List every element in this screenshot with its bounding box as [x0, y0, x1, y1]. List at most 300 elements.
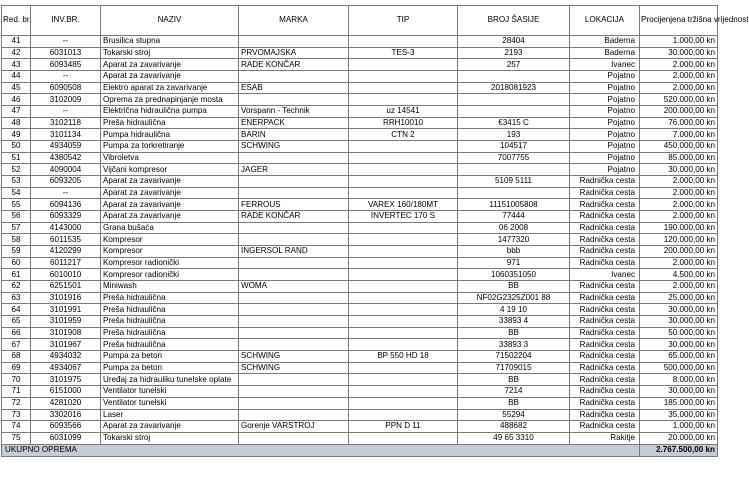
cell-inv: 4143000 [31, 222, 101, 234]
cell-tip [349, 94, 458, 106]
cell-tip: PPN D 11 [349, 421, 458, 433]
cell-inv: 4120299 [31, 246, 101, 258]
cell-rb: 48 [2, 117, 31, 129]
cell-inv: -- [31, 106, 101, 118]
cell-naziv: Laser [101, 409, 239, 421]
cell-value: 30.000,00 kn [640, 304, 718, 316]
cell-tip [349, 316, 458, 328]
cell-value: 35.000,00 kn [640, 409, 718, 421]
cell-rb: 45 [2, 82, 31, 94]
cell-lokacija: Radnička cesta [570, 316, 640, 328]
cell-lokacija: Radnička cesta [570, 246, 640, 258]
table-row [2, 59, 718, 71]
cell-broj-sasije: 7007755 [458, 152, 570, 164]
cell-inv: 3101967 [31, 339, 101, 351]
header-tip: TIP [349, 6, 458, 36]
table-row [2, 222, 718, 234]
cell-tip [349, 141, 458, 153]
cell-marka: FERROUS [239, 199, 349, 211]
table-row [2, 386, 718, 398]
cell-marka: Gorenje VARSTROJ [239, 421, 349, 433]
cell-lokacija: Pojatno [570, 152, 640, 164]
cell-lokacija: Radnička cesta [570, 374, 640, 386]
cell-broj-sasije: 77444 [458, 211, 570, 223]
cell-rb: 62 [2, 281, 31, 293]
cell-naziv: Oprema za prednapinjanje mosta [101, 94, 239, 106]
cell-tip [349, 397, 458, 409]
cell-value: 65.000,00 kn [640, 351, 718, 363]
cell-value: 30.000,00 kn [640, 386, 718, 398]
table-row [2, 152, 718, 164]
cell-marka [239, 257, 349, 269]
cell-lokacija: Baderna [570, 36, 640, 48]
table-row [2, 351, 718, 363]
cell-lokacija: Radnička cesta [570, 386, 640, 398]
cell-rb: 71 [2, 386, 31, 398]
cell-naziv: Brusilica stupna [101, 36, 239, 48]
cell-inv: 6151000 [31, 386, 101, 398]
cell-rb: 69 [2, 362, 31, 374]
table-row [2, 71, 718, 83]
cell-rb: 51 [2, 152, 31, 164]
table-row [2, 374, 718, 386]
cell-broj-sasije: 33893 4 [458, 316, 570, 328]
cell-rb: 55 [2, 199, 31, 211]
cell-lokacija: Radnička cesta [570, 421, 640, 433]
cell-tip [349, 59, 458, 71]
cell-marka: JAGER [239, 164, 349, 176]
cell-naziv: Električna hidraulična pumpa [101, 106, 239, 118]
table-row [2, 94, 718, 106]
cell-tip [349, 36, 458, 48]
cell-broj-sasije: 7214 [458, 386, 570, 398]
cell-marka: RADE KONČAR [239, 59, 349, 71]
cell-marka [239, 409, 349, 421]
cell-marka: SCHWING [239, 351, 349, 363]
cell-lokacija: Radnička cesta [570, 397, 640, 409]
cell-rb: 53 [2, 176, 31, 188]
cell-tip [349, 152, 458, 164]
cell-lokacija: Radnička cesta [570, 339, 640, 351]
cell-lokacija: Pojatno [570, 71, 640, 83]
cell-inv: 3101959 [31, 316, 101, 328]
cell-marka [239, 397, 349, 409]
cell-lokacija: Radnička cesta [570, 222, 640, 234]
cell-marka: PRVOMAJSKA [239, 47, 349, 59]
cell-value: 8.000,00 kn [640, 374, 718, 386]
cell-tip [349, 187, 458, 199]
table-row [2, 397, 718, 409]
cell-tip: CTN 2 [349, 129, 458, 141]
cell-inv: 6031099 [31, 432, 101, 444]
cell-rb: 47 [2, 106, 31, 118]
cell-value: 2.000,00 kn [640, 82, 718, 94]
cell-inv: 6031013 [31, 47, 101, 59]
cell-broj-sasije [458, 106, 570, 118]
cell-broj-sasije: BB [458, 374, 570, 386]
cell-lokacija: Radnička cesta [570, 187, 640, 199]
table-row [2, 47, 718, 59]
table-row [2, 362, 718, 374]
table-row [2, 141, 718, 153]
cell-rb: 74 [2, 421, 31, 433]
total-label: UKUPNO OPREMA [2, 444, 640, 456]
cell-broj-sasije [458, 71, 570, 83]
cell-rb: 58 [2, 234, 31, 246]
cell-lokacija: Pojatno [570, 106, 640, 118]
cell-marka [239, 292, 349, 304]
cell-naziv: Preša hidraulična [101, 304, 239, 316]
cell-lokacija: Radnička cesta [570, 292, 640, 304]
table-row [2, 327, 718, 339]
cell-broj-sasije: BB [458, 281, 570, 293]
cell-naziv: Aparat za zavarivanje [101, 421, 239, 433]
cell-value: 76.000,00 kn [640, 117, 718, 129]
cell-marka [239, 374, 349, 386]
cell-naziv: Aparat za zavarivanje [101, 211, 239, 223]
cell-broj-sasije: BB [458, 327, 570, 339]
cell-broj-sasije: €3415 C [458, 117, 570, 129]
table-row [2, 304, 718, 316]
header-broj-sasije: BROJ ŠASIJE [458, 6, 570, 36]
cell-tip: uz 14541 [349, 106, 458, 118]
cell-marka: ENERPACK [239, 117, 349, 129]
cell-rb: 60 [2, 257, 31, 269]
cell-naziv: Aparat za zavarivanje [101, 199, 239, 211]
cell-broj-sasije: 71502204 [458, 351, 570, 363]
cell-value: 185.000,00 kn [640, 397, 718, 409]
cell-value: 2.000,00 kn [640, 59, 718, 71]
cell-value: 200.000,00 kn [640, 246, 718, 258]
cell-inv: 4380542 [31, 152, 101, 164]
cell-tip [349, 71, 458, 83]
cell-naziv: Grana bušaća [101, 222, 239, 234]
cell-broj-sasije: BB [458, 397, 570, 409]
cell-naziv: Preša hidraulična [101, 292, 239, 304]
cell-marka: Vorspann - Technik [239, 106, 349, 118]
header-lokacija: LOKACIJA [570, 6, 640, 36]
cell-value: 1.000,00 kn [640, 36, 718, 48]
cell-tip [349, 281, 458, 293]
cell-marka [239, 327, 349, 339]
cell-rb: 67 [2, 339, 31, 351]
cell-broj-sasije: 5109 5111 [458, 176, 570, 188]
cell-value: 190.000,00 kn [640, 222, 718, 234]
cell-inv: -- [31, 71, 101, 83]
cell-naziv: Aparat za zavarivanje [101, 59, 239, 71]
cell-lokacija: Pojatno [570, 94, 640, 106]
cell-naziv: Kompresor [101, 246, 239, 258]
cell-marka [239, 71, 349, 83]
total-value: 2.767.500,00 kn [640, 444, 718, 456]
cell-marka: SCHWING [239, 362, 349, 374]
cell-value: 2.000,00 kn [640, 199, 718, 211]
cell-lokacija: Radnička cesta [570, 362, 640, 374]
cell-tip [349, 257, 458, 269]
cell-marka [239, 304, 349, 316]
cell-lokacija: Pojatno [570, 117, 640, 129]
cell-naziv: Elektro aparat za zavarivanje [101, 82, 239, 94]
table-row [2, 257, 718, 269]
table-row [2, 316, 718, 328]
cell-naziv: Uređaj za hidrauliku tunelske oplate [101, 374, 239, 386]
cell-tip: INVERTEC 170 S [349, 211, 458, 223]
cell-rb: 68 [2, 351, 31, 363]
cell-tip [349, 176, 458, 188]
cell-naziv: Preša hidraulična [101, 316, 239, 328]
cell-marka [239, 94, 349, 106]
cell-naziv: Vijčani kompresor [101, 164, 239, 176]
cell-marka [239, 36, 349, 48]
cell-naziv: Pumpa za torkretiranje [101, 141, 239, 153]
cell-naziv: Ventilator tunelski [101, 386, 239, 398]
cell-rb: 52 [2, 164, 31, 176]
cell-broj-sasije: 1477320 [458, 234, 570, 246]
cell-lokacija: Radnička cesta [570, 351, 640, 363]
cell-marka [239, 386, 349, 398]
cell-tip: BP 550 HD 18 [349, 351, 458, 363]
cell-inv: 3101916 [31, 292, 101, 304]
cell-lokacija: Ivanec [570, 269, 640, 281]
cell-inv: 6093329 [31, 211, 101, 223]
cell-inv: 4934067 [31, 362, 101, 374]
cell-inv: 3101991 [31, 304, 101, 316]
cell-inv: 4934059 [31, 141, 101, 153]
cell-marka [239, 432, 349, 444]
cell-value: 2.000,00 kn [640, 257, 718, 269]
cell-naziv: Vibroletva [101, 152, 239, 164]
cell-inv: 3302016 [31, 409, 101, 421]
table-row [2, 36, 718, 48]
cell-naziv: Preša hidraulična [101, 339, 239, 351]
cell-tip [349, 362, 458, 374]
cell-value: 30.000,00 kn [640, 164, 718, 176]
cell-inv: 3101975 [31, 374, 101, 386]
cell-broj-sasije: 4 19 10 [458, 304, 570, 316]
cell-value: 450.000,00 kn [640, 141, 718, 153]
cell-tip [349, 234, 458, 246]
table-row [2, 129, 718, 141]
cell-lokacija: Pojatno [570, 164, 640, 176]
cell-broj-sasije: 193 [458, 129, 570, 141]
cell-broj-sasije: 71709015 [458, 362, 570, 374]
cell-lokacija: Radnička cesta [570, 257, 640, 269]
cell-inv: -- [31, 187, 101, 199]
cell-lokacija: Pojatno [570, 82, 640, 94]
cell-value: 2.000,00 kn [640, 281, 718, 293]
cell-lokacija: Radnička cesta [570, 199, 640, 211]
cell-lokacija: Radnička cesta [570, 409, 640, 421]
cell-broj-sasije: 33893 3 [458, 339, 570, 351]
cell-value: 30.000,00 kn [640, 316, 718, 328]
cell-lokacija: Baderna [570, 47, 640, 59]
table-row [2, 164, 718, 176]
cell-inv: 3102118 [31, 117, 101, 129]
cell-inv: 6011535 [31, 234, 101, 246]
cell-rb: 75 [2, 432, 31, 444]
cell-marka [239, 222, 349, 234]
cell-lokacija: Radnička cesta [570, 211, 640, 223]
cell-lokacija: Pojatno [570, 141, 640, 153]
cell-tip [349, 164, 458, 176]
cell-lokacija: Ivanec [570, 59, 640, 71]
cell-rb: 57 [2, 222, 31, 234]
cell-lokacija: Radnička cesta [570, 327, 640, 339]
cell-lokacija: Radnička cesta [570, 281, 640, 293]
cell-broj-sasije: 28404 [458, 36, 570, 48]
cell-broj-sasije: 257 [458, 59, 570, 71]
cell-naziv: Tokarski stroj [101, 47, 239, 59]
cell-rb: 59 [2, 246, 31, 258]
cell-lokacija: Rakitje [570, 432, 640, 444]
equipment-table [1, 5, 749, 457]
header-value: Procijenjena tržišna vrijednost [640, 6, 718, 36]
cell-rb: 63 [2, 292, 31, 304]
cell-inv: 4090004 [31, 164, 101, 176]
cell-inv: 6093205 [31, 176, 101, 188]
cell-value: 85.000,00 kn [640, 152, 718, 164]
cell-marka: INGERSOL RAND [239, 246, 349, 258]
cell-tip [349, 246, 458, 258]
cell-value: 25.000,00 kn [640, 292, 718, 304]
cell-marka [239, 339, 349, 351]
cell-naziv: Ventilator tunelski [101, 397, 239, 409]
cell-value: 7.000,00 kn [640, 129, 718, 141]
cell-lokacija: Pojatno [570, 129, 640, 141]
header-marka: MARKA [239, 6, 349, 36]
table-row [2, 339, 718, 351]
cell-value: 50.000,00 kn [640, 327, 718, 339]
table-row [2, 269, 718, 281]
cell-broj-sasije: NF02G2325Z001 88 [458, 292, 570, 304]
cell-inv: 6251501 [31, 281, 101, 293]
cell-naziv: Pumpa za beton [101, 351, 239, 363]
cell-rb: 43 [2, 59, 31, 71]
cell-inv: 6011217 [31, 257, 101, 269]
cell-naziv: Kompresor radionički [101, 269, 239, 281]
table-row [2, 82, 718, 94]
cell-value: 500.000,00 kn [640, 362, 718, 374]
cell-value: 2.000,00 kn [640, 176, 718, 188]
cell-naziv: Aparat za zavarivanje [101, 187, 239, 199]
cell-naziv: Miniwash [101, 281, 239, 293]
table-row [2, 421, 718, 433]
cell-lokacija: Radnička cesta [570, 234, 640, 246]
cell-rb: 54 [2, 187, 31, 199]
table-row [2, 187, 718, 199]
cell-lokacija: Radnička cesta [570, 304, 640, 316]
table-row [2, 246, 718, 258]
cell-marka [239, 176, 349, 188]
cell-tip [349, 432, 458, 444]
cell-tip: VAREX 160/180MT [349, 199, 458, 211]
cell-naziv: Kompresor radionički [101, 257, 239, 269]
cell-tip [349, 374, 458, 386]
cell-tip [349, 82, 458, 94]
cell-inv: 3101134 [31, 129, 101, 141]
cell-inv: 6093566 [31, 421, 101, 433]
cell-value: 4.500,00 kn [640, 269, 718, 281]
cell-naziv: Aparat za zavarivanje [101, 71, 239, 83]
cell-naziv: Pumpa hidraulična [101, 129, 239, 141]
total-row [2, 444, 718, 456]
cell-rb: 46 [2, 94, 31, 106]
cell-rb: 44 [2, 71, 31, 83]
cell-inv: 3101908 [31, 327, 101, 339]
cell-value: 200.000,00 kn [640, 106, 718, 118]
table-row [2, 281, 718, 293]
cell-marka [239, 269, 349, 281]
cell-rb: 49 [2, 129, 31, 141]
cell-broj-sasije: 06 2008 [458, 222, 570, 234]
cell-rb: 70 [2, 374, 31, 386]
cell-broj-sasije: 2018081923 [458, 82, 570, 94]
cell-tip [349, 304, 458, 316]
cell-inv: 6094136 [31, 199, 101, 211]
cell-broj-sasije: bbb [458, 246, 570, 258]
cell-tip [349, 222, 458, 234]
cell-value: 30.000,00 kn [640, 47, 718, 59]
cell-marka [239, 187, 349, 199]
cell-broj-sasije [458, 164, 570, 176]
cell-rb: 50 [2, 141, 31, 153]
table-row [2, 211, 718, 223]
cell-broj-sasije [458, 94, 570, 106]
cell-tip [349, 327, 458, 339]
cell-broj-sasije: 2193 [458, 47, 570, 59]
cell-naziv: Pumpa za beton [101, 362, 239, 374]
table-row [2, 409, 718, 421]
cell-tip [349, 409, 458, 421]
cell-marka [239, 234, 349, 246]
cell-marka: WOMA [239, 281, 349, 293]
cell-broj-sasije: 11151005808 [458, 199, 570, 211]
cell-inv: -- [31, 36, 101, 48]
cell-value: 30.000,00 kn [640, 339, 718, 351]
cell-rb: 72 [2, 397, 31, 409]
table-row [2, 432, 718, 444]
cell-broj-sasije: 104517 [458, 141, 570, 153]
cell-rb: 65 [2, 316, 31, 328]
cell-rb: 61 [2, 269, 31, 281]
cell-tip [349, 339, 458, 351]
cell-inv: 6090508 [31, 82, 101, 94]
cell-broj-sasije: 488682 [458, 421, 570, 433]
cell-marka [239, 316, 349, 328]
cell-marka: SCHWING [239, 141, 349, 153]
cell-inv: 3102009 [31, 94, 101, 106]
cell-inv: 6010010 [31, 269, 101, 281]
cell-tip: TES-3 [349, 47, 458, 59]
cell-broj-sasije: 49 65 3310 [458, 432, 570, 444]
table-body [2, 36, 718, 445]
cell-tip: RRH10010 [349, 117, 458, 129]
cell-rb: 42 [2, 47, 31, 59]
cell-rb: 73 [2, 409, 31, 421]
cell-rb: 41 [2, 36, 31, 48]
cell-lokacija: Radnička cesta [570, 176, 640, 188]
header-row [2, 6, 718, 36]
table-row [2, 117, 718, 129]
cell-value: 1.000,00 kn [640, 421, 718, 433]
table-row [2, 292, 718, 304]
table-row [2, 234, 718, 246]
cell-marka: ESAB [239, 82, 349, 94]
cell-broj-sasije: 55294 [458, 409, 570, 421]
cell-value: 20.000,00 kn [640, 432, 718, 444]
cell-inv: 6093485 [31, 59, 101, 71]
cell-broj-sasije [458, 187, 570, 199]
